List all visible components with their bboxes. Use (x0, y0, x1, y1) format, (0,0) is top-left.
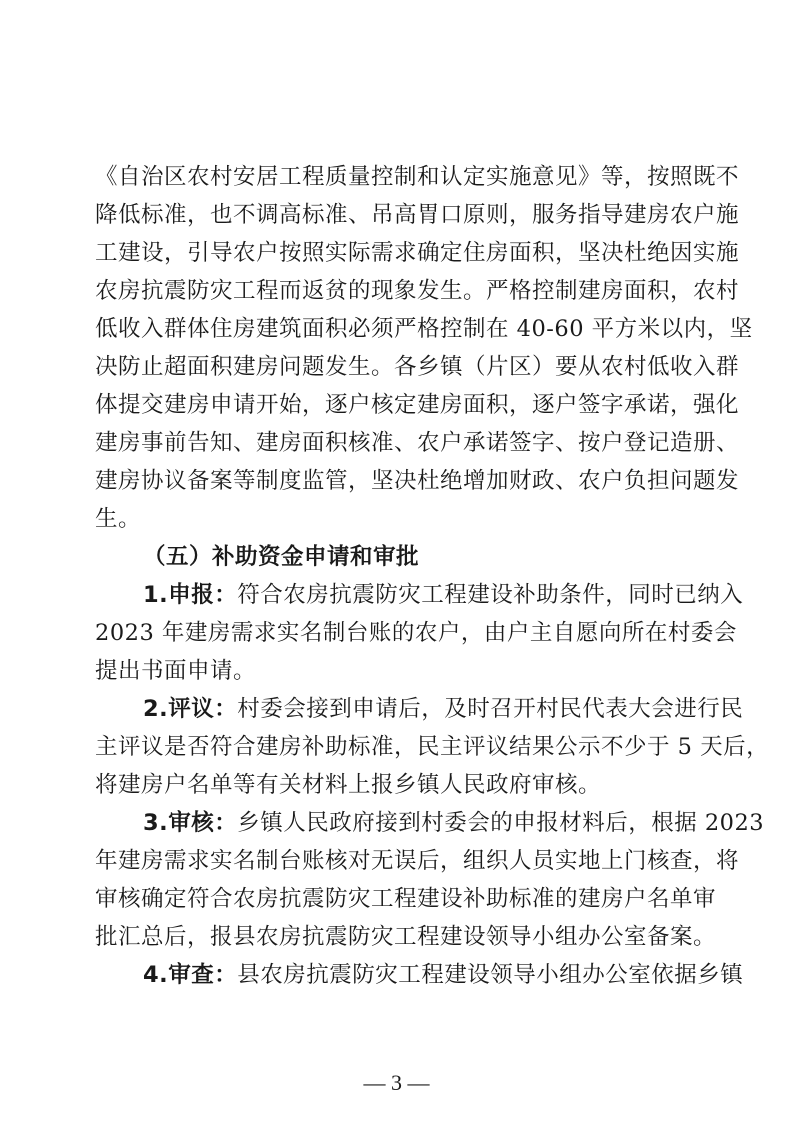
text-line: 年建房需求实名制台账核对无误后，组织人员实地上门核查，将 (95, 848, 740, 874)
text-line: 建房事前告知、建房面积核准、农户承诺签字、按户登记造册、 (95, 430, 740, 456)
text-line: 批汇总后，报县农房抗震防灾工程建设领导小组办公室备案。 (95, 924, 717, 950)
list-item-first-line (95, 956, 744, 994)
text-line: 降低标准，也不调高标准、吊高胃口原则，服务指导建房农户施 (95, 202, 740, 228)
text-line: 生。 (95, 506, 142, 532)
section-heading: （五）补助资金申请和审批 (143, 544, 420, 570)
list-item-first-line (95, 576, 744, 614)
text-line: 农房抗震防灾工程而返贫的现象发生。严格控制建房面积，农村 (95, 278, 740, 304)
item-label: 1.申报： (143, 582, 238, 608)
text-line: 《自治区农村安居工程质量控制和认定实施意见》等，按照既不 (95, 164, 740, 190)
body-text (95, 158, 770, 994)
text-line: 建房协议备案等制度监管，坚决杜绝增加财政、农户负担问题发 (95, 468, 740, 494)
item-label: 3.审核： (143, 810, 238, 836)
item-label: 2.评议： (143, 696, 238, 722)
page-number: — 3 — (363, 1070, 430, 1095)
text-line: 工建设，引导农户按照实际需求确定住房面积，坚决杜绝因实施 (95, 240, 740, 266)
text-line: 体提交建房申请开始，逐户核定建房面积，逐户签字承诺，强化 (95, 392, 740, 418)
item-text: 乡镇人民政府接到村委会的申报材料后，根据 2023 (237, 810, 765, 836)
item-text: 县农房抗震防灾工程建设领导小组办公室依据乡镇 (237, 962, 744, 988)
text-line: 2023 年建房需求实名制台账的农户，由户主自愿向所在村委会 (95, 620, 737, 646)
text-line: 审核确定符合农房抗震防灾工程建设补助标准的建房户名单审 (95, 886, 717, 912)
item-text: 村委会接到申请后，及时召开村民代表大会进行民 (237, 696, 744, 722)
text-line: 提出书面申请。 (95, 658, 257, 684)
text-line: 低收入群体住房建筑面积必须严格控制在 40-60 平方米以内，坚 (95, 316, 753, 342)
item-text: 符合农房抗震防灾工程建设补助条件，同时已纳入 (237, 582, 744, 608)
text-line: 决防止超面积建房问题发生。各乡镇（片区）要从农村低收入群 (95, 354, 740, 380)
list-item-first-line (95, 804, 765, 842)
text-line: 主评议是否符合建房补助标准，民主评议结果公示不少于 5 天后， (95, 734, 770, 760)
text-line: 将建房户名单等有关材料上报乡镇人民政府审核。 (95, 772, 602, 798)
item-label: 4.审查： (143, 962, 238, 988)
list-item-first-line (95, 690, 744, 728)
